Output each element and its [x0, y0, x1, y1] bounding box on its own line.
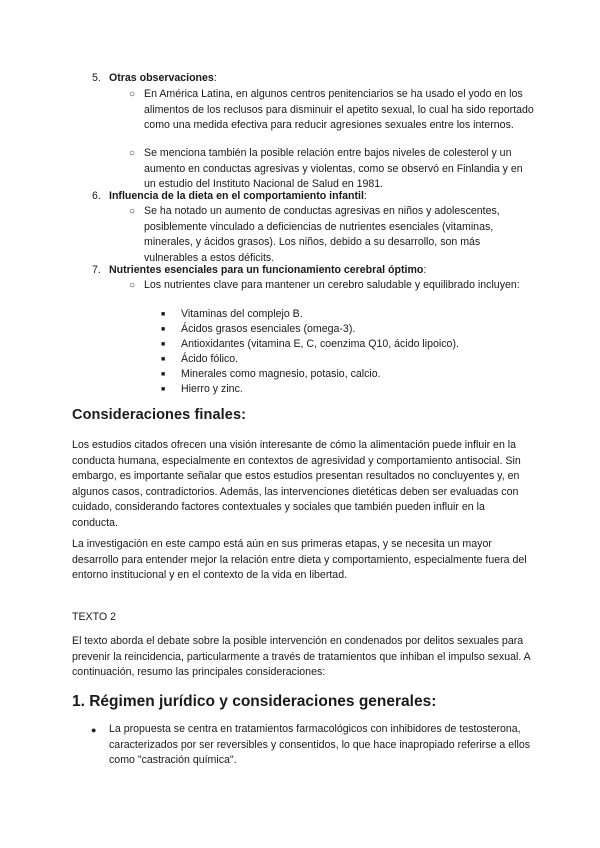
list-number-7: 7.: [92, 264, 101, 276]
texto2-bullet-1: La propuesta se centra en tratamientos farmacológicos con inhibidores de testosterona, caracterizados por ser reversibles y consentidos, lo que hace inapropiado referirse a ellos como "castración química".: [109, 723, 531, 767]
nutrient-item: Ácidos grasos esenciales (omega-3).: [181, 323, 356, 335]
item5-title-suffix: :: [213, 72, 217, 84]
final-paragraph-1: Los estudios citados ofrecen una visión interesante de cómo la alimentación puede influir en la conducta humana, especialmente en contextos de agresividad y comportamiento antisocial. Sin embargo, es importante señalar que estos estudios presentan resultados no concluyentes y, en algunos casos, contradictorios. Además, las intervenciones dietéticas deben ser evaluadas con cuidado, considerando factores contextuales y sociales que también pueden influir en la conducta.: [72, 439, 521, 529]
circle-bullet-icon: ○: [129, 89, 136, 100]
square-bullet-icon: ■: [161, 341, 166, 348]
item5-subitem-1: En América Latina, en algunos centros penitenciarios se ha usado el yodo en los alimentos de los reclusos para disminuir el apetito sexual, lo cual ha sido reportado como una medida efectiva para reducir agresiones sexuales entre los internos.: [144, 88, 534, 132]
item7-subitem: Los nutrientes clave para mantener un cerebro saludable y equilibrado incluyen:: [144, 279, 520, 291]
list-number-5: 5.: [92, 72, 101, 84]
square-bullet-icon: ■: [161, 311, 166, 318]
list-number-6: 6.: [92, 190, 101, 202]
texto2-intro: El texto aborda el debate sobre la posible intervención en condenados por delitos sexuales para prevenir la reincidencia, particularmente a través de tratamientos que inhiban el impulso sexual. A continuación, resumo las principales consideraciones:: [72, 635, 531, 679]
item7-title-text: Nutrientes esenciales para un funcionamiento cerebral óptimo: [109, 264, 424, 276]
nutrient-item: Vitaminas del complejo B.: [181, 308, 303, 320]
item5-subitem-2: Se menciona también la posible relación entre bajos niveles de colesterol y un aumento en conductas agresivas y violentas, como se observó en Finlandia y en un estudio del Instituto Nacional de Salud en 1981.: [144, 147, 523, 191]
nutrient-item: Antioxidantes (vitamina E, C, coenzima Q10, ácido lipoico).: [181, 338, 459, 350]
square-bullet-icon: ■: [161, 386, 166, 393]
item6-subitem-1: Se ha notado un aumento de conductas agresivas en niños y adolescentes, posiblemente vinculado a deficiencias de nutrientes esenciales (vitaminas, minerales, y ácidos grasos). Los niños, debido a su desarrollo, son más vulnerables a estos déficits.: [144, 205, 500, 264]
nutrient-item: Minerales como magnesio, potasio, calcio.: [181, 368, 381, 380]
item7-title-suffix: :: [423, 264, 427, 276]
texto2-label: TEXTO 2: [72, 611, 116, 623]
square-bullet-icon: ■: [161, 326, 166, 333]
square-bullet-icon: ■: [161, 356, 166, 363]
final-paragraph-2: La investigación en este campo está aún en sus primeras etapas, y se necesita un mayor desarrollo para entender mejor la relación entre dieta y comportamiento, especialmente fuera del entorno institucional y en el contexto de la vida en libertad.: [72, 538, 527, 582]
item6-title-text: Influencia de la dieta en el comportamiento infantil: [109, 190, 364, 202]
dot-bullet-icon: ●: [91, 725, 97, 735]
final-heading: Consideraciones finales:: [72, 407, 247, 423]
section-heading: 1. Régimen jurídico y consideraciones generales:: [72, 693, 437, 710]
item7-title: [109, 263, 426, 279]
circle-bullet-icon: ○: [129, 206, 136, 217]
circle-bullet-icon: ○: [129, 280, 136, 291]
item5-title-text: Otras observaciones: [109, 72, 214, 84]
item6-title-suffix: :: [363, 190, 367, 202]
item5-title: [109, 71, 217, 87]
square-bullet-icon: ■: [161, 371, 166, 378]
circle-bullet-icon: ○: [129, 148, 136, 159]
item6-title: [109, 189, 367, 205]
nutrient-item: Ácido fólico.: [181, 353, 239, 365]
nutrient-item: Hierro y zinc.: [181, 383, 243, 395]
